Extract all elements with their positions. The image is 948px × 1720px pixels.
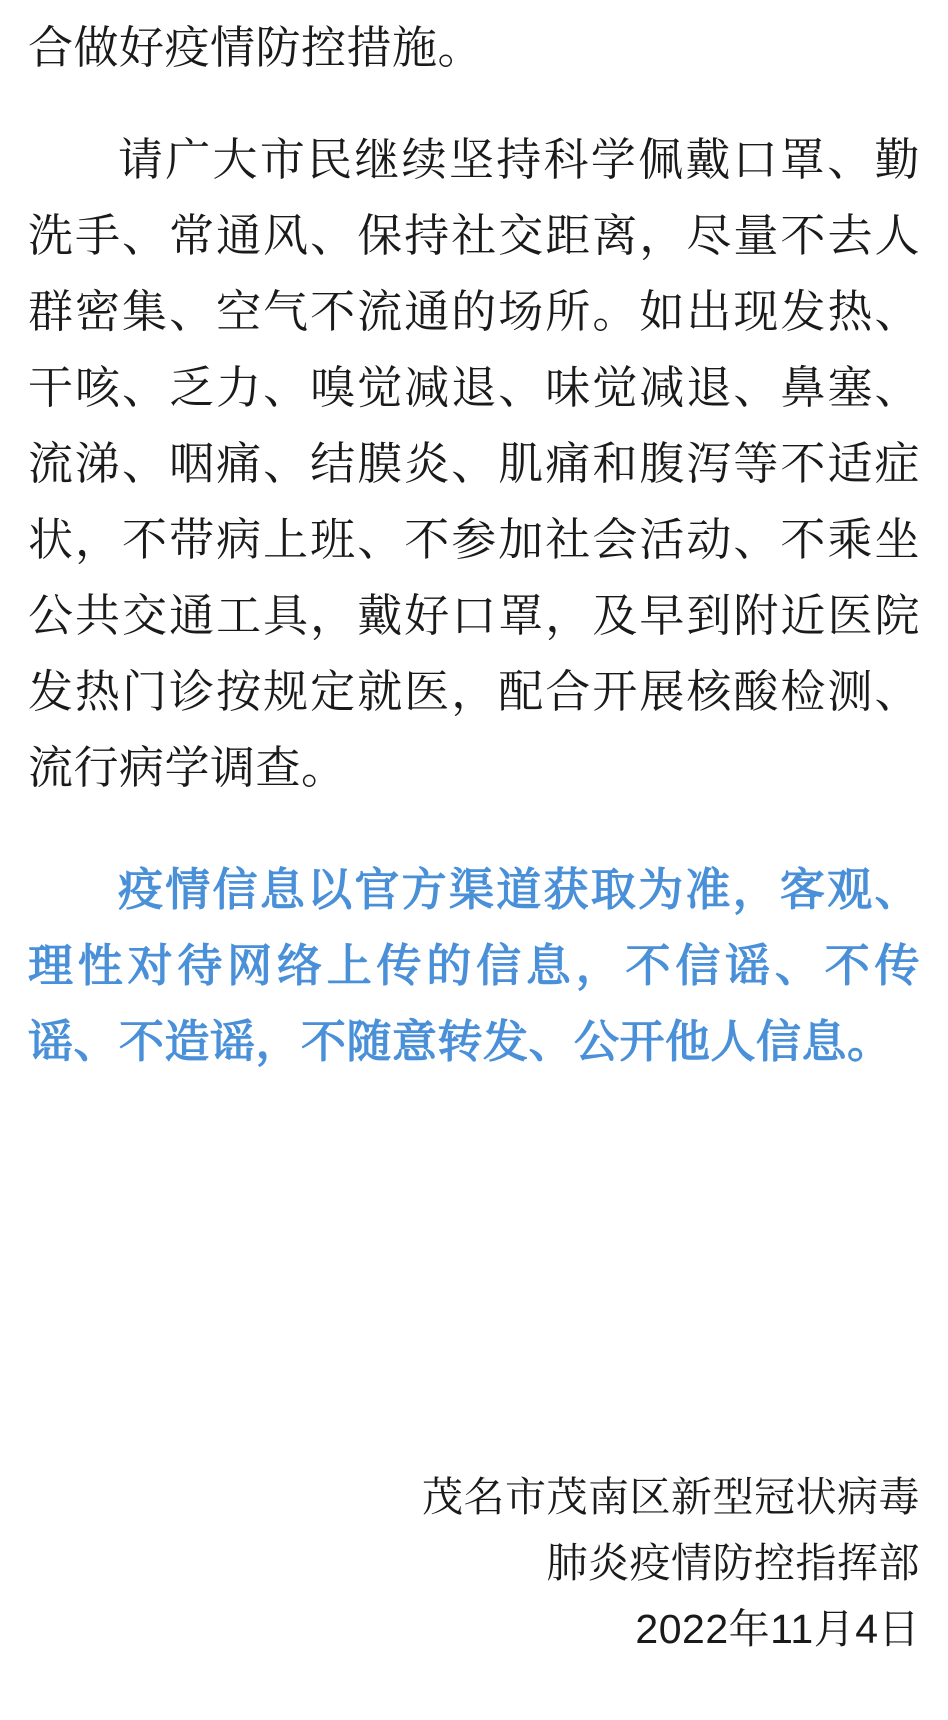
paragraph-info-notice: 疫情信息以官方渠道获取为准，客观、理性对待网络上传的信息，不信谣、不传谣、不造谣，不随意转发、公开他人信息。	[28, 864, 920, 1067]
signature-organization-line1: 茂名市茂南区新型冠状病毒	[422, 1474, 920, 1520]
signature-organization-line2: 肺炎疫情防控指挥部	[546, 1540, 920, 1586]
signature-block	[422, 1464, 920, 1662]
paragraph-continuation: 合做好疫情防控措施。	[28, 22, 484, 73]
paragraph-guidance: 请广大市民继续坚持科学佩戴口罩、勤洗手、常通风、保持社交距离，尽量不去人群密集、空气不流通的场所。如出现发热、干咳、乏力、嗅觉减退、味觉减退、鼻塞、流涕、咽痛、结膜炎、肌痛和腹泻等不适症状，不带病上班、不参加社会活动、不乘坐公共交通工具，戴好口罩，及早到附近医院发热门诊按规定就医，配合开展核酸检测、流行病学调查。	[28, 134, 920, 793]
signature-date: 2022年11月4日	[635, 1606, 920, 1652]
